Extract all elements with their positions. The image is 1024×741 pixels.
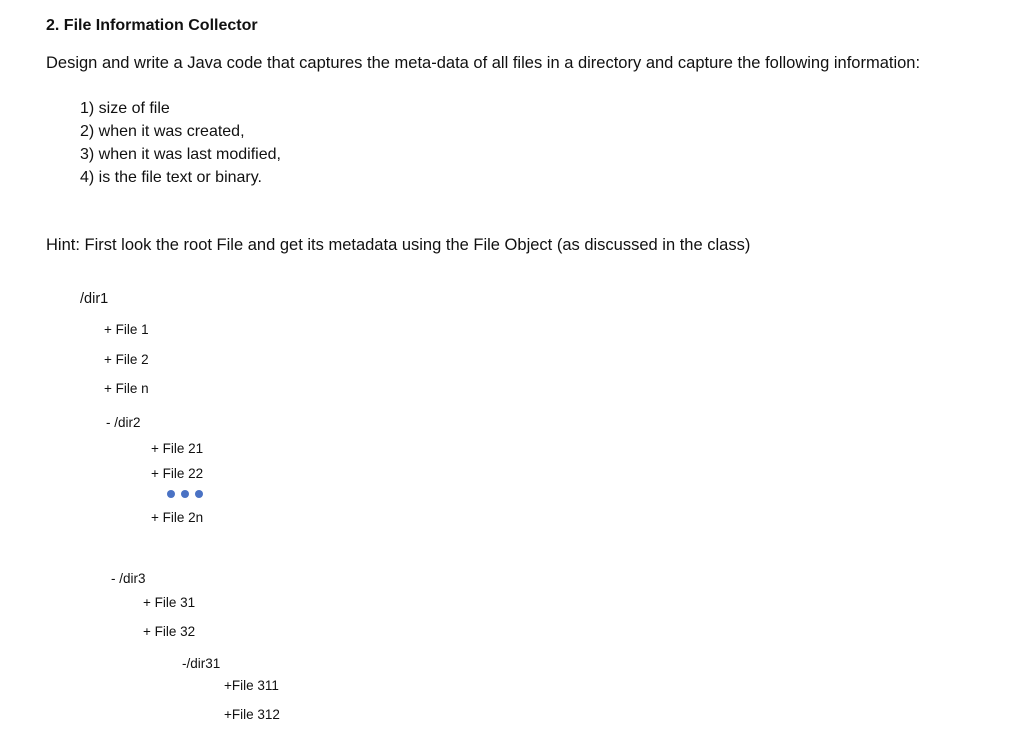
tree-file: + File 1 bbox=[104, 322, 149, 337]
requirement-item: 2) when it was created, bbox=[80, 123, 245, 140]
dot-icon bbox=[181, 490, 189, 498]
tree-dir3: - /dir3 bbox=[111, 571, 146, 586]
tree-dir31: -/dir31 bbox=[182, 656, 221, 671]
tree-dir2: - /dir2 bbox=[106, 415, 141, 430]
dot-icon bbox=[195, 490, 203, 498]
tree-root-dir1: /dir1 bbox=[80, 291, 109, 307]
requirement-item: 3) when it was last modified, bbox=[80, 146, 281, 163]
tree-file: + File 2 bbox=[104, 352, 149, 367]
tree-file: + File 32 bbox=[143, 624, 196, 639]
page-title: 2. File Information Collector bbox=[46, 17, 258, 34]
dot-icon bbox=[167, 490, 175, 498]
tree-file: +File 311 bbox=[224, 678, 279, 693]
requirement-item: 1) size of file bbox=[80, 100, 170, 117]
tree-file: + File 31 bbox=[143, 595, 196, 610]
hint-text: Hint: First look the root File and get its metadata using the File Object (as discussed in the class) bbox=[46, 236, 751, 254]
ellipsis-dots-icon bbox=[167, 490, 203, 498]
tree-file: +File 312 bbox=[224, 707, 280, 722]
requirement-item: 4) is the file text or binary. bbox=[80, 169, 262, 186]
tree-file: + File n bbox=[104, 381, 149, 396]
tree-file: + File 22 bbox=[151, 466, 204, 481]
tree-file: + File 2n bbox=[151, 510, 204, 525]
tree-file: + File 21 bbox=[151, 441, 204, 456]
intro-text: Design and write a Java code that captures the meta-data of all files in a directory and capture the following information: bbox=[46, 54, 921, 72]
